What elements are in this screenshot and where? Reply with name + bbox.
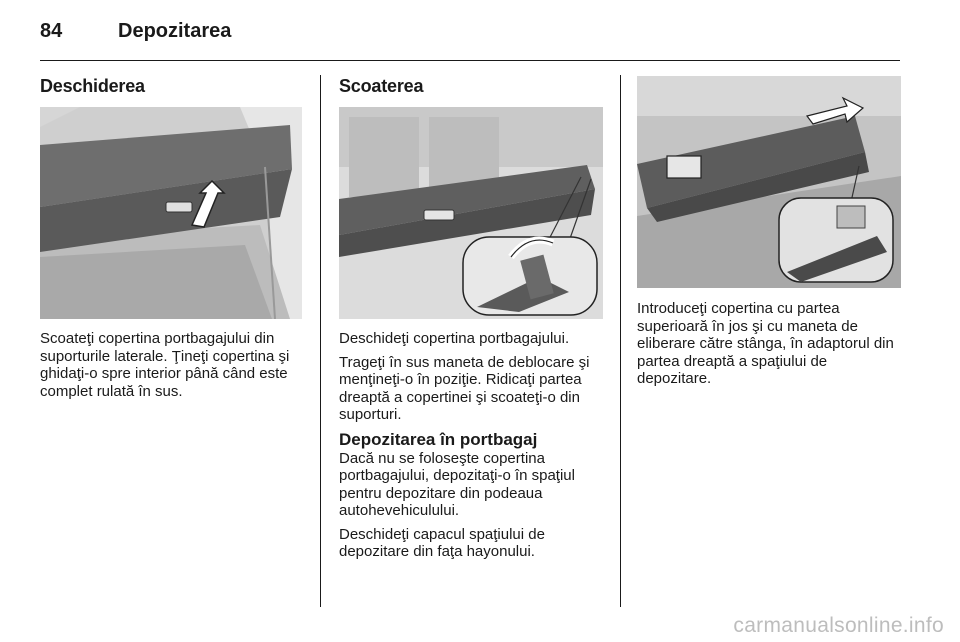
column-divider-2 bbox=[620, 75, 621, 607]
col2-sub-paragraph-1: Dacă nu se foloseşte copertina portbagajului, depozitaţi-o în spaţiul pentru depozitare din podeaua autohevehiculului. bbox=[339, 449, 575, 519]
col1-paragraph: Scoateţi copertina portbagajului din suporturile laterale. Ţineţi copertina şi ghidaţi-o spre interior până când este complet rulată în sus. bbox=[40, 330, 290, 400]
header-rule bbox=[40, 60, 900, 61]
col2-paragraph-1: Deschideţi copertina portbagajului. bbox=[339, 330, 570, 347]
illustration-opening-cover bbox=[40, 107, 302, 319]
page-header bbox=[40, 16, 900, 46]
col1-text bbox=[40, 330, 310, 406]
page-title: Depozitarea bbox=[118, 20, 232, 42]
section-heading-deschiderea: Deschiderea bbox=[40, 76, 145, 96]
col2-paragraph-2: Trageţi în sus maneta de deblocare şi menţineţi-o în poziţie. Ridicaţi partea dreaptă a copertinei şi scoateţi-o din suporturi. bbox=[339, 353, 590, 423]
illustration-storing-cover bbox=[637, 76, 901, 288]
page-number: 84 bbox=[40, 20, 63, 42]
column-divider-1 bbox=[320, 75, 321, 607]
col3-text bbox=[637, 300, 902, 394]
col2-sub-paragraph-2: Deschideţi capacul spaţiului de depozitare din faţa hayonului. bbox=[339, 525, 545, 560]
subheading-depozitarea-in-portbagaj: Depozitarea în portbagaj bbox=[339, 429, 538, 449]
col3-paragraph: Introduceţi copertina cu partea superioară în jos şi cu maneta de eliberare către stânga, în adaptorul din partea dreaptă a spaţiului de depozitare. bbox=[637, 300, 894, 387]
section-heading-scoaterea: Scoaterea bbox=[339, 76, 424, 96]
watermark: carmanualsonline.info bbox=[733, 614, 944, 637]
col2-text bbox=[339, 330, 614, 567]
illustration-removing-cover bbox=[339, 107, 603, 319]
